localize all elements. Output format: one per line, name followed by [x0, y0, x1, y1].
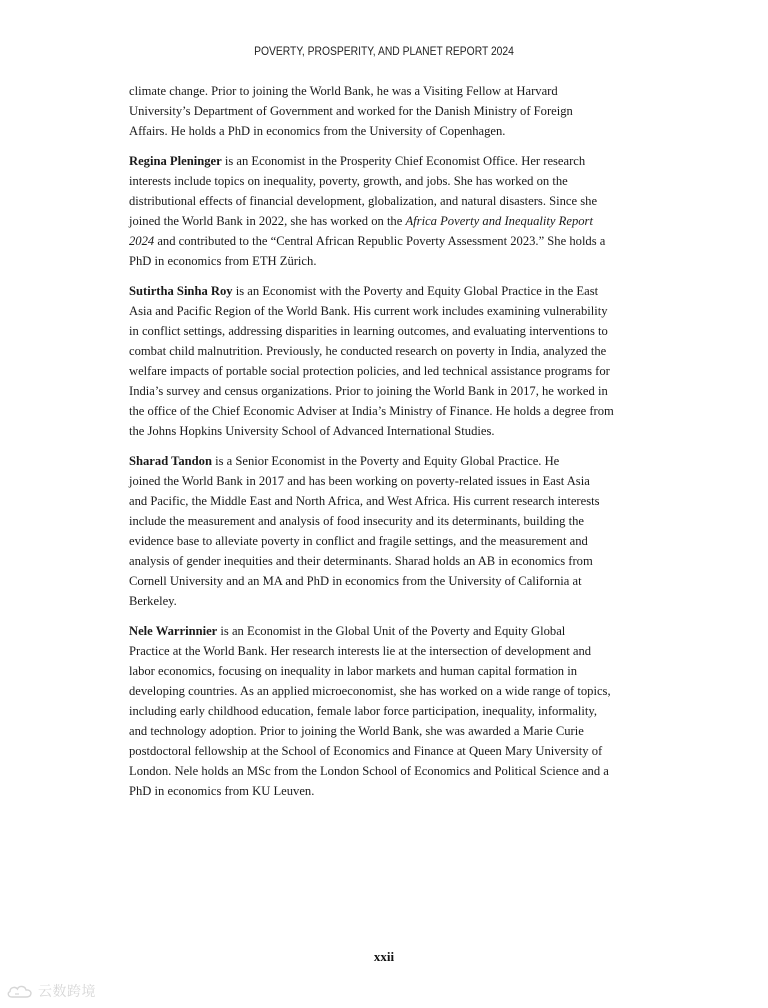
text-line: in conflict settings, addressing disparities in learning outcomes, and evaluating interventions to — [129, 324, 608, 338]
bio-regina-pleninger — [129, 151, 639, 271]
text-fragment: and contributed to the “Central African Republic Poverty Assessment 2023.” She holds a — [154, 234, 606, 248]
cloud-logo-icon — [6, 984, 34, 1000]
text-line: University’s Department of Government and worked for the Danish Ministry of Foreign — [129, 104, 573, 118]
text-line: Affairs. He holds a PhD in economics from the University of Copenhagen. — [129, 124, 506, 138]
text-line: including early childhood education, female labor force participation, inequality, informality, — [129, 704, 598, 718]
bio-name: Regina Pleninger — [129, 154, 222, 168]
bio-sutirtha-sinha-roy — [129, 281, 639, 441]
bio-name: Sharad Tandon — [129, 454, 212, 468]
watermark-text: 云数跨境 — [38, 984, 96, 1000]
text-line: include the measurement and analysis of food insecurity and its determinants, building the — [129, 514, 585, 528]
bio-nele-warrinnier — [129, 621, 639, 801]
text-line — [129, 281, 639, 301]
text-line: India’s survey and census organizations. Prior to joining the World Bank in 2017, he worked in — [129, 384, 608, 398]
text-fragment: is an Economist with the Poverty and Equity Global Practice in the East — [232, 284, 599, 298]
text-line: PhD in economics from KU Leuven. — [129, 784, 315, 798]
text-line: joined the World Bank in 2017 and has been working on poverty-related issues in East Asia — [129, 474, 590, 488]
text-fragment: joined the World Bank in 2022, she has worked on the — [129, 214, 406, 228]
text-line: and technology adoption. Prior to joining the World Bank, she was awarded a Marie Curie — [129, 724, 584, 738]
text-line — [129, 231, 639, 251]
report-title-italic: Africa Poverty and Inequality Report — [405, 214, 593, 228]
text-line: climate change. Prior to joining the World Bank, he was a Visiting Fellow at Harvard — [129, 84, 558, 98]
text-line: labor economics, focusing on inequality in labor markets and human capital formation in — [129, 664, 578, 678]
watermark — [6, 983, 96, 1001]
text-line: PhD in economics from ETH Zürich. — [129, 254, 317, 268]
bio-name: Sutirtha Sinha Roy — [129, 284, 233, 298]
text-line: and Pacific, the Middle East and North Africa, and West Africa. His current research interests — [129, 494, 600, 508]
text-fragment: is a Senior Economist in the Poverty and Equity Global Practice. He — [211, 454, 560, 468]
text-line — [129, 621, 639, 641]
text-line: combat child malnutrition. Previously, he conducted research on poverty in India, analyzed the — [129, 344, 607, 358]
text-line — [129, 451, 639, 471]
page-number: xxii — [373, 949, 395, 964]
running-head: POVERTY, PROSPERITY, AND PLANET REPORT 2024 — [254, 44, 514, 58]
text-fragment: is an Economist in the Prosperity Chief Economist Office. Her research — [221, 154, 586, 168]
bio-name: Nele Warrinnier — [129, 624, 218, 638]
text-line: welfare impacts of portable social protection policies, and led technical assistance programs for — [129, 364, 610, 378]
text-line: developing countries. As an applied microeconomist, she has worked on a wide range of topics, — [129, 684, 611, 698]
text-line: Berkeley. — [129, 594, 177, 608]
text-line: distributional effects of financial development, globalization, and natural disasters. Since she — [129, 194, 598, 208]
text-line: London. Nele holds an MSc from the London School of Economics and Political Science and a — [129, 764, 609, 778]
text-line: Practice at the World Bank. Her research interests lie at the intersection of development and — [129, 644, 592, 658]
text-line — [129, 211, 639, 231]
text-line: Asia and Pacific Region of the World Bank. His current work includes examining vulnerability — [129, 304, 608, 318]
intro-paragraph — [129, 81, 639, 141]
text-line: the Johns Hopkins University School of Advanced International Studies. — [129, 424, 495, 438]
text-fragment: is an Economist in the Global Unit of the Poverty and Equity Global — [217, 624, 566, 638]
report-title-italic: 2024 — [129, 234, 155, 248]
text-line — [129, 151, 639, 171]
text-line: analysis of gender inequities and their determinants. Sharad holds an AB in economics from — [129, 554, 593, 568]
text-line: interests include topics on inequality, poverty, growth, and jobs. She has worked on the — [129, 174, 568, 188]
text-line: the office of the Chief Economic Adviser at India’s Ministry of Finance. He holds a degree from — [129, 404, 614, 418]
bio-sharad-tandon — [129, 451, 639, 611]
text-line: Cornell University and an MA and PhD in economics from the University of California at — [129, 574, 582, 588]
body-text — [129, 81, 639, 811]
text-line: evidence base to alleviate poverty in conflict and fragile settings, and the measurement and — [129, 534, 588, 548]
text-line: postdoctoral fellowship at the School of Economics and Finance at Queen Mary University of — [129, 744, 603, 758]
